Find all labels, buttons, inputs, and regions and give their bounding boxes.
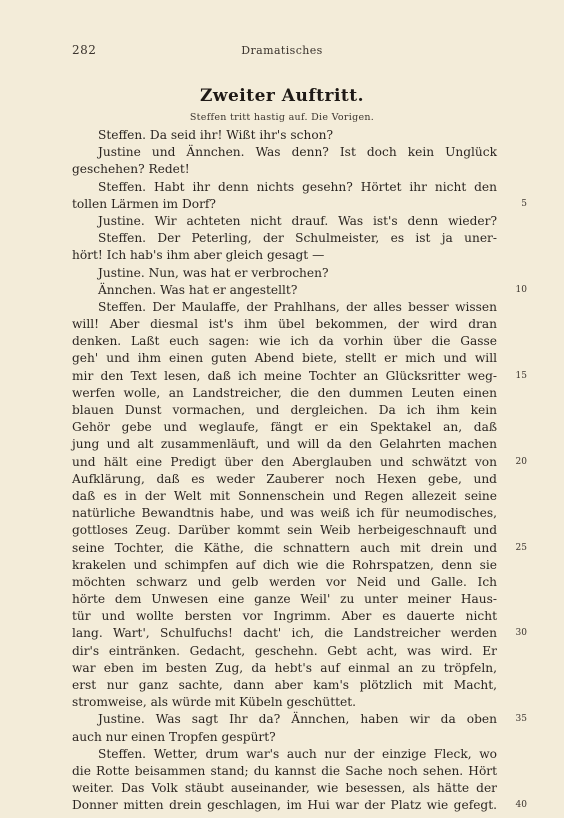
text-line-content: will! Aber diesmal ist's ihm übel bekommen, der wird dran (72, 317, 497, 332)
text-line (72, 471, 497, 488)
stage-direction: Steffen tritt hastig auf. Die Vorigen. (189, 112, 375, 123)
text-line (72, 643, 497, 660)
text-line (72, 144, 497, 161)
text-line (72, 230, 497, 247)
text-line-content: daß es in der Welt mit Sonnenschein und Regen allezeit seine (72, 488, 497, 503)
text-line-content: gottloses Zeug. Darüber kommt sein Weib herbeigeschnauft und (72, 523, 497, 538)
text-line-content: mir den Text lesen, daß ich meine Tochter an Glücksritter weg- (72, 368, 497, 383)
text-line (72, 368, 527, 385)
text-line (72, 729, 497, 746)
text-line-content: hörte dem Unwesen eine ganze Weil' zu unter meiner Haus- (72, 592, 497, 607)
text-line-content: stromweise, als würde mit Kübeln geschüttet. (72, 695, 357, 710)
text-line (72, 213, 497, 230)
running-head: Dramatisches (241, 44, 323, 57)
text-line (72, 574, 497, 591)
text-line-content: werfen wolle, an Landstreicher, die den dummen Leuten einen (72, 385, 497, 400)
text-line (72, 454, 527, 471)
text-line-content: die Rotte beisammen stand; du kannst die Sache noch sehen. Hört (72, 763, 497, 778)
text-line-content: Donner mitten drein geschlagen, im Hui war der Platz wie gefegt. (72, 798, 497, 813)
text-line (72, 746, 497, 763)
text-line-content: geschehen? Redet! (72, 162, 190, 177)
text-line-content: auch nur einen Tropfen gespürt? (72, 729, 276, 744)
text-line (72, 350, 497, 367)
text-line (72, 179, 497, 196)
text-line (72, 436, 497, 453)
text-line-content: und hält eine Predigt über den Aberglauben und schwätzt von (72, 454, 497, 469)
text-line (72, 247, 497, 264)
text-line (72, 385, 497, 402)
text-line (72, 488, 497, 505)
text-line (72, 540, 527, 557)
text-line (72, 265, 497, 282)
text-line-content: Steffen. Der Peterling, der Schulmeister, es ist ja uner- (98, 231, 497, 246)
text-line-content: erst nur ganz sachte, dann aber kam's plötzlich mit Macht, (72, 678, 497, 692)
line-number: 15 (515, 370, 527, 381)
text-line-content: jung und alt zusammenläuft, und will da den Gelahrten machen (72, 437, 497, 452)
text-line (72, 608, 497, 625)
text-line-content: möchten schwarz und gelb werden vor Neid und Galle. Ich (72, 574, 497, 589)
text-line-content: Justine und Ännchen. Was denn? Ist doch kein Unglück (98, 145, 497, 160)
text-line-content: Steffen. Wetter, drum war's auch nur der einzige Fleck, wo (98, 746, 497, 761)
text-line-content: war eben im besten Zug, da hebt's auf einmal an zu tröpfeln, (72, 660, 497, 675)
text-line (72, 316, 497, 333)
text-line-content: Justine. Nun, was hat er verbrochen? (98, 265, 329, 280)
line-number: 30 (515, 628, 527, 639)
line-number: 10 (515, 284, 527, 295)
text-line-content: tollen Lärmen im Dorf? (72, 196, 216, 211)
text-line (72, 522, 497, 539)
line-number: 40 (515, 800, 527, 811)
text-line (72, 780, 497, 797)
text-line (72, 127, 497, 144)
text-line (72, 333, 497, 350)
text-line-content: seine Tochter, die Käthe, die schnattern auch mit drein und (72, 540, 497, 555)
text-line-content: Ännchen. Was hat er angestellt? (98, 282, 298, 297)
text-line (72, 299, 497, 316)
text-line-content: tür und wollte bersten vor Ingrimm. Aber es dauerte nicht (72, 609, 497, 624)
page-number: 282 (72, 43, 97, 57)
page-header (72, 43, 492, 61)
text-line-content: hört! Ich hab's ihm aber gleich gesagt — (72, 248, 325, 263)
text-line (72, 282, 527, 299)
text-line (72, 625, 527, 642)
text-line-content: Justine. Was sagt Ihr da? Ännchen, haben wir da oben (98, 712, 497, 727)
text-line (72, 711, 527, 728)
text-line (72, 591, 497, 608)
line-number: 35 (515, 714, 527, 725)
text-line (72, 196, 527, 213)
text-line (72, 694, 497, 711)
text-line-content: lang. Wart', Schulfuchs! dacht' ich, die Landstreicher werden (72, 626, 497, 641)
text-line (72, 557, 497, 574)
text-line-content: geh' und ihm einen guten Abend biete, stellt er mich und will (72, 351, 497, 366)
text-line-content: weiter. Das Volk stäubt auseinander, wie besessen, als hätte der (72, 781, 497, 796)
text-line-content: natürliche Bewandtnis habe, und was weiß ich für neumodisches, (72, 506, 497, 521)
text-line-content: Justine. Wir achteten nicht drauf. Was ist's denn wieder? (98, 213, 497, 228)
line-number: 25 (515, 542, 527, 553)
text-line-content: krakelen und schimpfen auf dich wie die Rohrspatzen, denn sie (72, 557, 497, 572)
text-line (72, 763, 497, 780)
text-line-content: Aufklärung, daß es weder Zauberer noch Hexen gebe, und (72, 471, 497, 486)
text-line-content: blauen Dunst vormachen, und dergleichen. Da ich ihm kein (72, 403, 497, 417)
text-line (72, 161, 497, 178)
text-line-content: dir's eintränken. Gedacht, geschehn. Gebt acht, was wird. Er (72, 643, 497, 658)
text-line-content: Gehör gebe und weglaufe, fängt er ein Spektakel an, daß (72, 420, 497, 435)
line-number: 20 (515, 456, 527, 467)
text-line-content: Steffen. Habt ihr denn nichts gesehn? Hörtet ihr nicht den (98, 179, 497, 194)
text-line-content: Steffen. Da seid ihr! Wißt ihr's schon? (98, 128, 334, 142)
text-line-content: Steffen. Der Maulaffe, der Prahlhans, der alles besser wissen (98, 299, 497, 314)
line-number: 5 (521, 198, 527, 209)
dialogue-text (72, 127, 527, 815)
scene-title: Zweiter Auftritt. (199, 86, 365, 106)
text-line (72, 677, 497, 694)
text-line (72, 505, 497, 522)
text-line-content: denken. Laßt euch sagen: wie ich da vorhin über die Gasse (72, 334, 497, 349)
text-line (72, 402, 497, 419)
text-line (72, 419, 497, 436)
text-line (72, 797, 527, 814)
text-line (72, 660, 497, 677)
